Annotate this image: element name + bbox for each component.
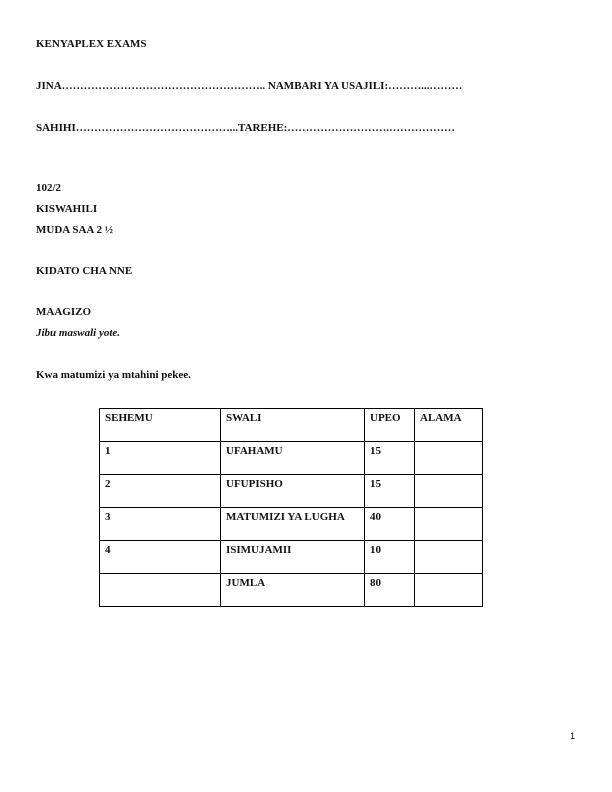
max-marks-cell: 15 (365, 475, 415, 508)
table-row (100, 508, 483, 541)
section-cell: 2 (100, 475, 221, 508)
school-name: KENYAPLEX EXAMS (36, 38, 147, 50)
max-marks-cell: 10 (365, 541, 415, 574)
marks-table (99, 408, 483, 607)
score-cell (415, 442, 483, 475)
max-marks-cell: 15 (365, 442, 415, 475)
table-row (100, 475, 483, 508)
name-registration-line: JINA……………………………………………….. NAMBARI YA USAJILI:………...……… (36, 80, 463, 92)
table-row (100, 442, 483, 475)
question-cell: ISIMUJAMII (221, 541, 365, 574)
instructions-title: MAAGIZO (36, 306, 91, 318)
score-cell (415, 475, 483, 508)
section-cell: 1 (100, 442, 221, 475)
examiner-note: Kwa matumizi ya mtahini pekee. (36, 369, 191, 381)
question-cell: MATUMIZI YA LUGHA (221, 508, 365, 541)
score-cell (415, 541, 483, 574)
question-cell: UFAHAMU (221, 442, 365, 475)
header-cell: SWALI (221, 409, 365, 442)
duration: MUDA SAA 2 ½ (36, 224, 114, 236)
total-label-cell: JUMLA (221, 574, 365, 607)
header-cell: UPEO (365, 409, 415, 442)
question-cell: UFUPISHO (221, 475, 365, 508)
header-cell: ALAMA (415, 409, 483, 442)
table-header-row (100, 409, 483, 442)
section-cell: 3 (100, 508, 221, 541)
section-cell: 4 (100, 541, 221, 574)
score-cell (415, 508, 483, 541)
subject-name: KISWAHILI (36, 203, 98, 215)
table-row (100, 541, 483, 574)
page-number: 1 (570, 731, 576, 741)
table-total-row (100, 574, 483, 607)
paper-code: 102/2 (36, 182, 62, 194)
instructions-text: Jibu maswali yote. (36, 327, 121, 339)
total-score-cell (415, 574, 483, 607)
max-marks-cell: 40 (365, 508, 415, 541)
signature-date-line: SAHIHI……………………………………...TAREHE:……………………….……………… (36, 122, 456, 134)
total-max-cell: 80 (365, 574, 415, 607)
form-level: KIDATO CHA NNE (36, 265, 133, 277)
section-cell (100, 574, 221, 607)
header-cell: SEHEMU (100, 409, 221, 442)
